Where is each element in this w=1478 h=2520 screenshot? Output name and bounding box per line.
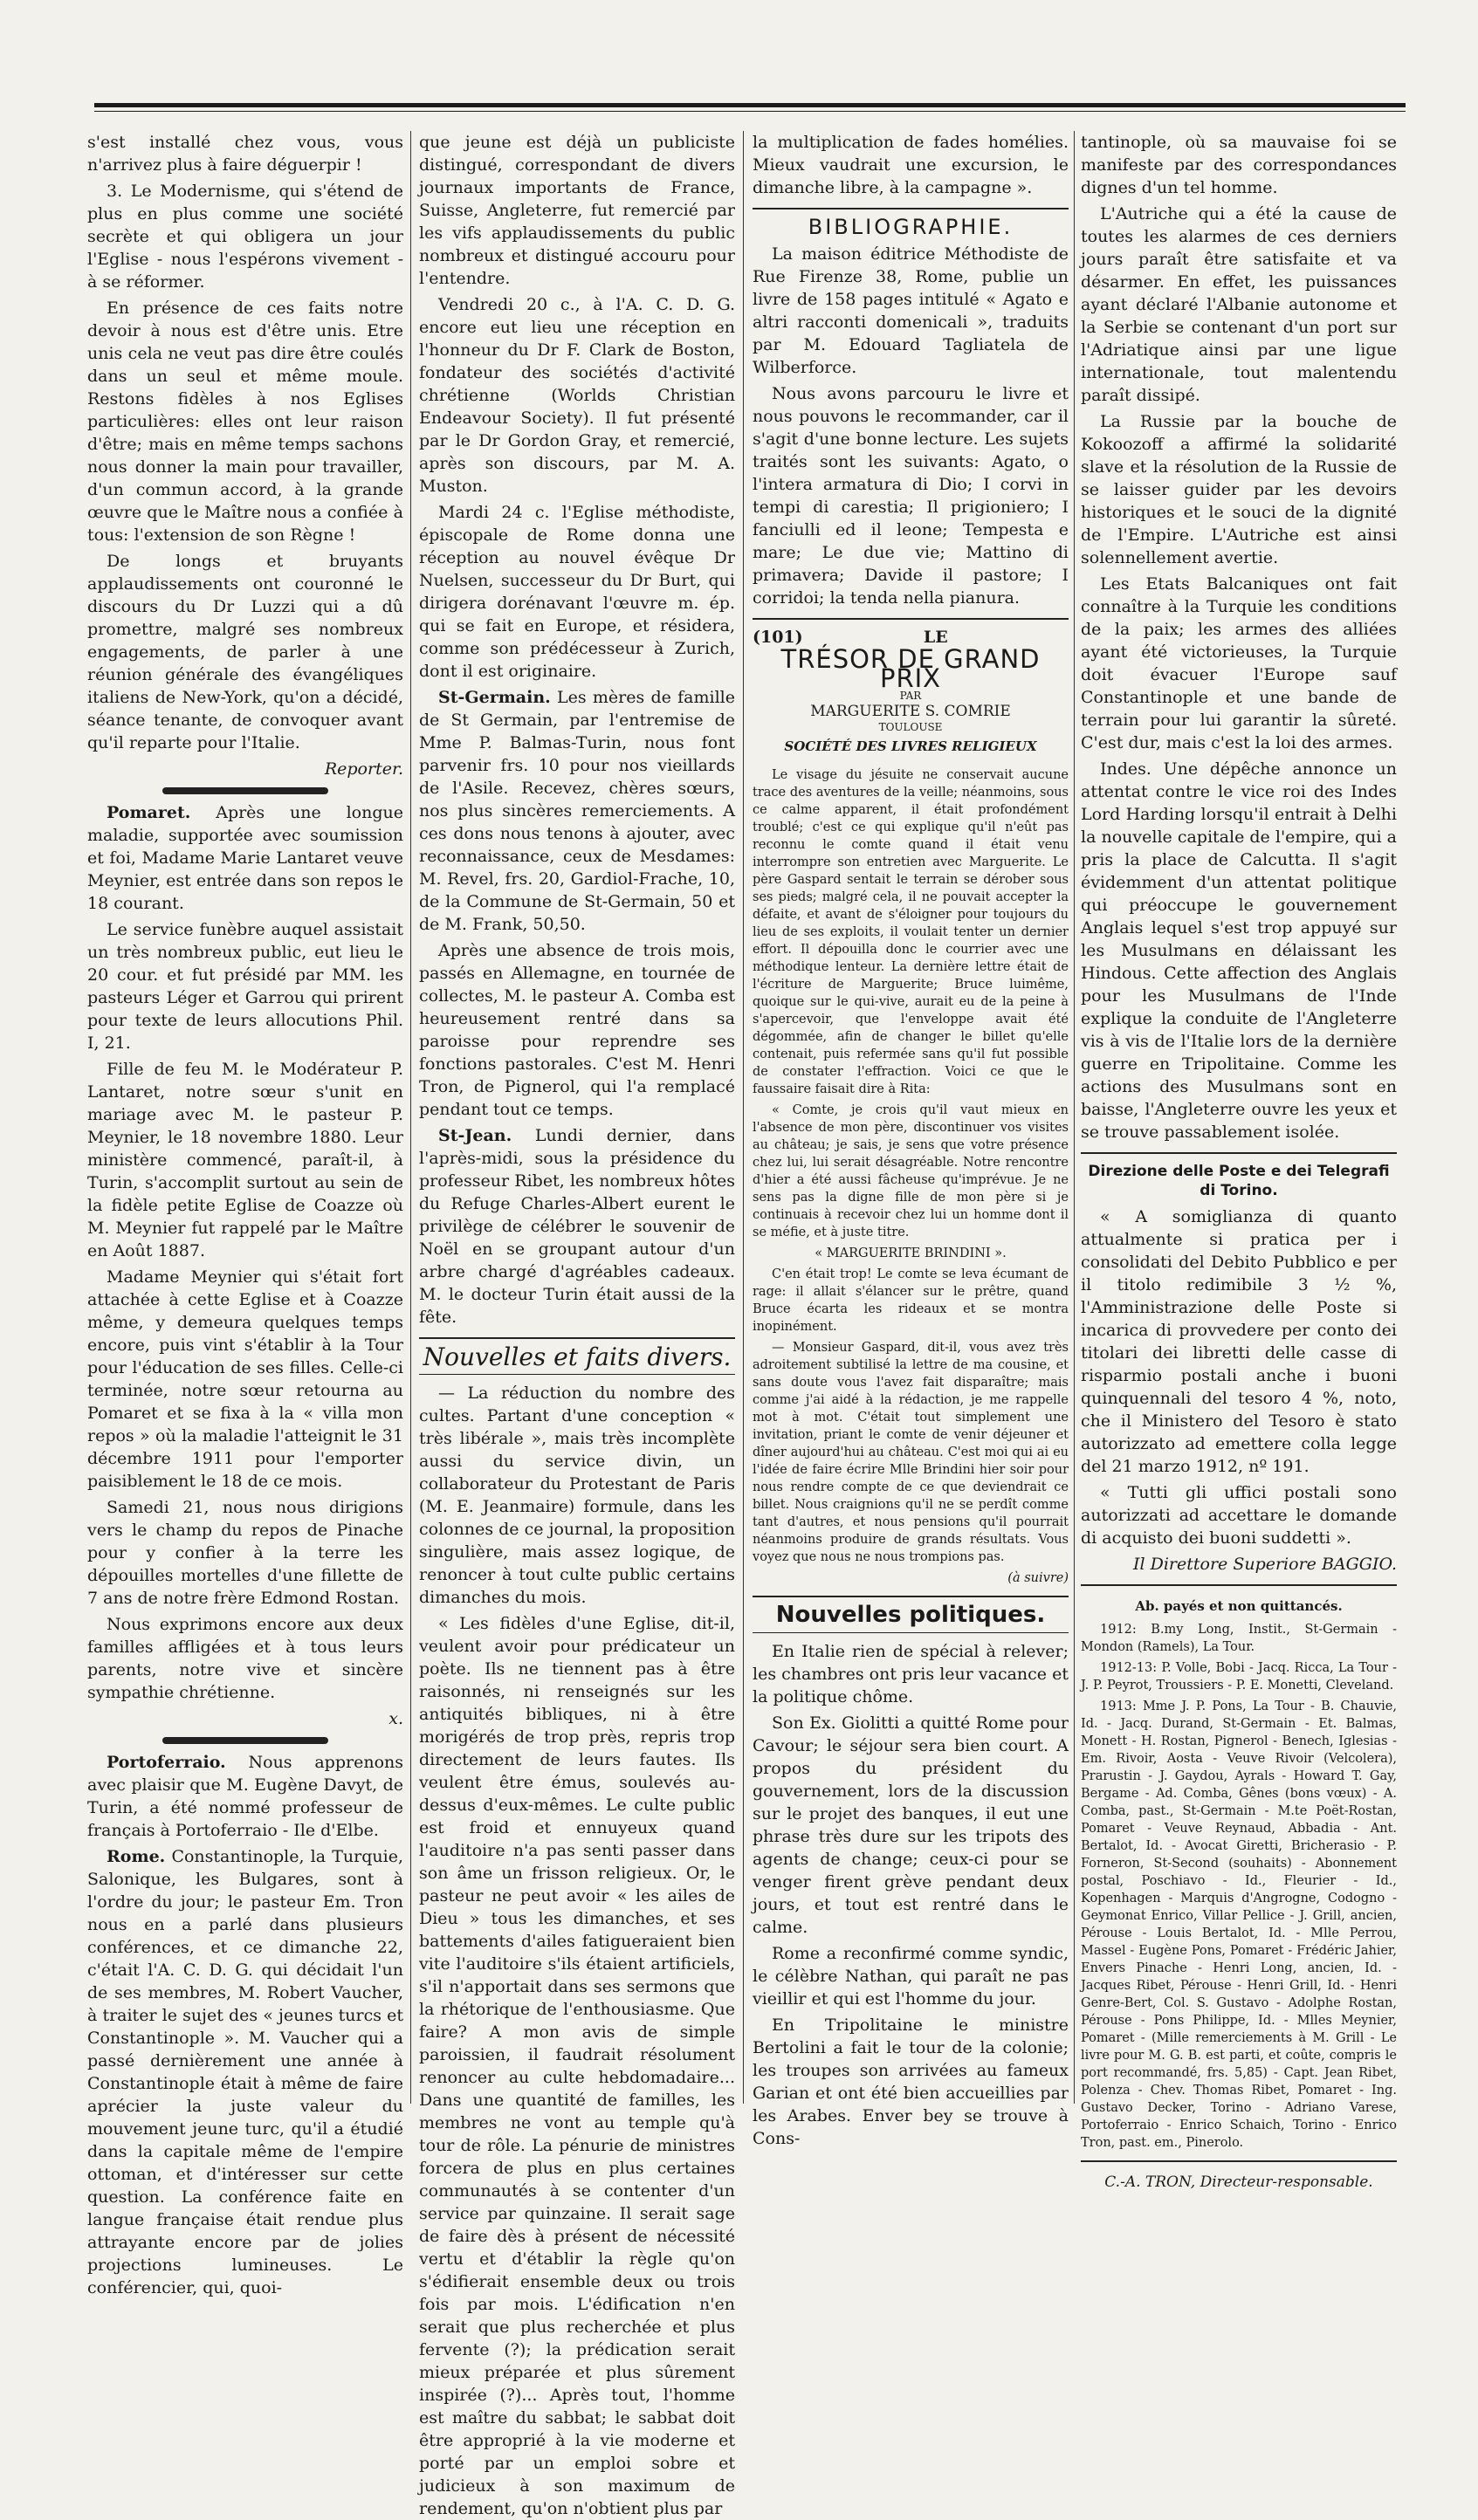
paragraph: — Monsieur Gaspard, dit-il, vous avez très adroitement subtilisé la lettre de ma cousine, et sans doute vous l'avez fait disparaître; mais comme j'ai aidé à la rédaction, je me rappelle mot à mot. C'était tout simplement une invitation, priant le comte de venir déjeuner et dîner aujourd'hui au château. C'est moi qui ai eu l'idée de faire écrire Mlle Brindini hier soir pour nous rendre compte de ce que deviendrait ce billet. Nous craignions qu'il ne se perdît comme tant d'autres, et nous pensions qu'il pourrait néanmoins produire de grands résultats. Vous voyez que nous ne nous trompions pas.: [753, 1341, 1069, 1564]
paragraph: s'est installé chez vous, vous n'arrivez plus à faire déguerpir !: [87, 133, 403, 175]
paragraph: la multiplication de fades homélies. Mieux vaudrait une excursion, le dimanche libre, à la campagne ».: [753, 133, 1069, 197]
feuilleton-par: PAR: [899, 690, 922, 702]
paragraph: Les mères de famille de St Germain, par l'entremise de Mme P. Balmas-Turin, nous font parvenir frs. 10 pour nos vieillards de l'Asile. Recevez, chères sœurs, nos plus sincères remerciements. A ces dons nous tenons à ajouter, avec reconnaissance, ceux de Mesdames: M. Revel, frs. 20, Gardiol-Frache, 10, de la Commune de St-Germain, 50 et de M. Frank, 50,50.: [419, 688, 736, 934]
section-rule: [419, 1337, 735, 1339]
separator: [162, 1737, 328, 1744]
section-rule: [753, 1596, 1069, 1597]
editor-signature: C.-A. TRON, Directeur-responsable.: [1104, 2173, 1373, 2191]
column-1: [87, 131, 404, 2297]
subscriber-list: 1912: B.my Long, Instit., St-Germain - Mondon (Ramels), La Tour.: [1081, 1623, 1397, 1654]
column-divider: [1074, 131, 1075, 2104]
section-title: Nouvelles et faits divers.: [423, 1342, 732, 1371]
paragraph: Samedi 21, nous nous dirigions vers le champ du repos de Pinache pour y confier à la terre les dépouilles mortelles d'une fillette de 7 ans de notre frère Edmond Rostan.: [87, 1498, 403, 1608]
paragraph: En Tripolitaine le ministre Bertolini a fait le tour de la colonie; les troupes son arrivées au fameux Garian et ont été bien accueillies par les Arabes. Enver bey se trouve à Cons-: [753, 2015, 1069, 2148]
column-divider: [743, 131, 744, 2104]
section-rule: [1081, 1152, 1397, 1154]
paragraph: Nous avons parcouru le livre et nous pouvons le recommander, car il s'agit d'une bonne lecture. Les sujets traités sont les suivants: Agato, o l'intera armatura di Dio; I corvi in tempi di carestia; Il prigioniero; I fanciulli ed il leone; Tempesta e mare; Le due vie; Mattino di primavera; Davide il pastore; I corridoi; la tenda nella pianura.: [753, 383, 1069, 608]
paragraph: Après une longue maladie, supportée avec soumission et foi, Madame Marie Lantaret veuve Meynier, est entrée dans son repos le 18 courant.: [87, 803, 403, 913]
news-place-label: Rome.: [107, 1847, 166, 1866]
section-rule: [1081, 1584, 1397, 1586]
paragraph: Les Etats Balcaniques ont fait connaître à la Turquie les conditions de la paix; les armes des alliées ayant été victorieuses, la Turquie doit évacuer l'Europe sauf Constantinople et une bande de terrain pour lui garantir la sûreté. C'est dur, mais c'est la loi des armes.: [1081, 574, 1397, 752]
paragraph: « Comte, je crois qu'il vaut mieux en l'absence de mon père, discontinuer vos visites au château; je sais, je sens que votre présence chez lui, lui serait désagréable. Notre rencontre d'hier a été aussi fâcheuse qu'imprévue. Je ne sens pas la digne fille de mon père si je continuais à recevoir chez lui un homme dont il se méfie, et à juste titre.: [753, 1103, 1069, 1239]
section-rule: [753, 1632, 1069, 1633]
paragraph: Nous exprimons encore aux deux familles affligées et à tous leurs parents, notre vive et sincère sympathie chrétienne.: [87, 1615, 403, 1702]
section-title: Nouvelles politiques.: [775, 1602, 1046, 1628]
paragraph: La maison éditrice Méthodiste de Rue Firenze 38, Rome, publie un livre de 158 pages intitulé « Agato e altri racconti domenicali », traduits par M. Edouard Tagliatela de Wilberforce.: [753, 244, 1069, 377]
paragraph: En Italie rien de spécial à relever; les chambres ont pris leur vacance et la politique chôme.: [753, 1641, 1069, 1706]
paragraph: « A somiglianza di quanto attualmente si pratica per i consolidati del Debito Pubblico e per il titolo redimibile 3 ½ %, l'Amministrazione delle Poste si incarica di provvedere per conto dei titolari dei libretti delle casse di risparmio postali anche i buoni quinquennali del tesoro 4 %, noto, che il Ministero del Tesoro è stato autorizzato ad emettere colla legge del 21 marzo 1912, nº 191.: [1081, 1207, 1397, 1476]
section-rule: [753, 208, 1069, 209]
paragraph: De longs et bruyants applaudissements ont couronné le discours du Dr Luzzi qui a dû promettre, malgré ses nombreux engagements, de parler à une réunion générale des évangéliques italiens de New-York, qu'on a décidé, séance tenante, de convoquer avant qu'il reparte pour l'Italie.: [87, 552, 403, 752]
column-2: [419, 131, 736, 2518]
feuilleton-title: TRÉSOR DE GRAND PRIX: [780, 644, 1041, 693]
paragraph: L'Autriche qui a été la cause de toutes les alarmes de ces derniers jours paraît être satisfaite et va désarmer. En effet, les puissances ayant déclaré l'Albanie autonome et la Serbie se contenant d'un port sur l'Adriatique ainsi par une ligue internationale, tout malentendu paraît dissipé.: [1081, 204, 1397, 405]
news-place-label: Portoferraio.: [107, 1753, 226, 1772]
paragraph: Indes. Une dépêche annonce un attentat contre le vice roi des Indes Lord Harding lorsqu'il entrait à Delhi la nouvelle capitale de l'empire, qui a pris la place de Calcutta. Il s'agit évidemment d'un attentat politique qui préoccupe le gouvernement Anglais lequel s'est trop appuyé sur les Musulmans en délaissant les Hindous. Cette affection des Anglais pour les Musulmans de l'Inde explique la conduite de l'Angleterre vis à vis de l'Italie lors de la dernière guerre en Tripolitaine. Comme les actions des Musulmans sont en baisse, l'Angleterre ouvre les yeux et se trouve passablement isolée.: [1081, 759, 1397, 1142]
paragraph: Rome a reconfirmé comme syndic, le célèbre Nathan, qui paraît ne pas vieillir et qui est l'homme du jour.: [753, 1943, 1069, 2008]
signature: Reporter.: [324, 759, 403, 779]
paragraph: — La réduction du nombre des cultes. Partant d'une conception « très libérale », mais très incomplète aussi du service divin, un collaborateur du Protestant de Paris (M. E. Jeanmaire) formule, dans les colonnes de ce journal, la proposition singulière, mais assez logique, de renoncer à tout culte public certains dimanches du mois.: [419, 1383, 735, 1607]
column-3: [753, 131, 1069, 2148]
paragraph: Lundi dernier, dans l'après-midi, sous la présidence du professeur Ribet, les nombreux hôtes du Refuge Charles-Albert eurent le privilège de célébrer le souvenir de Noël en se groupant autour d'un arbre chargé d'agréables cadeaux. M. le docteur Turin était aussi de la fête.: [419, 1126, 735, 1327]
paragraph: C'en était trop! Le comte se leva écumant de rage: il allait s'élancer sur le prêtre, quand Bruce écarta les rideaux et se montra inopinément.: [753, 1267, 1069, 1334]
feuilleton-city: TOULOUSE: [878, 721, 943, 733]
paragraph: tantinople, où sa mauvaise foi se manifeste par des correspondances dignes d'un tel homme.: [1081, 133, 1397, 197]
feuilleton-society: SOCIÉTÉ DES LIVRES RELIGIEUX: [784, 738, 1037, 754]
paragraph: Nous apprenons avec plaisir que M. Eugène Davyt, de Turin, a été nommé professeur de français à Portoferraio - Ile d'Elbe.: [87, 1753, 403, 1840]
news-place-label: St-Jean.: [438, 1126, 512, 1145]
paragraph: Le visage du jésuite ne conservait aucune trace des aventures de la veille; néanmoins, sous ce calme apparent, il était profondément troublé; c'est ce qui explique qu'il n'eût pas reconnu le comte quand il était venu interrompre son entretien avec Marguerite. Le père Gaspard sentait le terrain se dérober sous ses pieds; malgré cela, il ne pouvait accepter la défaite, et avant de s'éloigner pour toujours du lieu de ses exploits, il voulait tenter un dernier effort. Il dépouilla donc le courrier avec une méthodique lenteur. La dernière lettre était de l'écriture de Marguerite; Bruce luimême, quoique sur le qui-vive, aurait eu de la peine à s'apercevoir, que l'enveloppe avait été dégommée, afin de changer le billet qu'elle contenait, puis refermée sans qu'il fut possible de constater l'effraction. Voici ce que le faussaire faisait dire à Rita:: [753, 768, 1069, 1096]
paragraph: Fille de feu M. le Modérateur P. Lantaret, notre sœur s'unit en mariage avec M. le pasteur P. Meynier, le 18 novembre 1880. Leur ministère commencé, paraît-il, à Turin, s'accomplit surtout au sein de la fidèle petite Eglise de Coazze où M. Meynier fut rappelé par le Maître en Août 1887.: [87, 1060, 403, 1260]
paragraph: Madame Meynier qui s'était fort attachée à cette Eglise et à Coazze même, y demeura quelques temps encore, puis vint s'établir à la Tour pour l'éducation de ses filles. Celle-ci terminée, notre sœur retourna au Pomaret et se fixa à la « villa mon repos » où la maladie l'atteignit le 31 décembre 1911 pour l'emporter paisiblement le 18 de ce mois.: [87, 1267, 403, 1491]
paragraph: 3. Le Modernisme, qui s'étend de plus en plus comme une société secrète et qui obligera un jour l'Eglise - nous l'espérons vivement - à se réformer.: [87, 182, 403, 292]
paragraph: En présence de ces faits notre devoir à nous est d'être unis. Etre unis cela ne veut pas dire être coulés dans un seul et même moule. Restons fidèles à nos Eglises particulières: elles ont leur raison d'être; mais en même temps sachons nous donner la main pour travailler, d'un commun accord, à la grande œuvre que le Maître nous a confiée à tous: l'extension de son Règne !: [87, 299, 403, 545]
to-be-continued: (à suivre): [1007, 1571, 1069, 1585]
feuilleton-article: LE: [923, 627, 948, 647]
column-divider: [410, 131, 411, 2104]
paragraph: Vendredi 20 c., à l'A. C. D. G. encore eut lieu une réception en l'honneur du Dr F. Clark de Boston, fondateur des sociétés d'activité chrétienne (Worlds Christian Endeavour Society). Il fut présenté par le Dr Gordon Gray, et remercié, après son discours, par M. A. Muston.: [419, 295, 735, 496]
paragraph: Le service funèbre auquel assistait un très nombreux public, eut lieu le 20 cour. et fut présidé par MM. les pasteurs Léger et Garrou qui prirent pour texte de leurs allocutions Phil. I, 21.: [87, 920, 403, 1053]
feuilleton-author: MARGUERITE S. COMRIE: [810, 703, 1011, 720]
section-rule: [1081, 2160, 1397, 2162]
signature: Il Direttore Superiore BAGGIO.: [1132, 1555, 1397, 1574]
section-rule: [753, 618, 1069, 620]
feuilleton-number: (101): [753, 627, 803, 647]
letter-signature: « MARGUERITE BRINDINI ».: [815, 1246, 1007, 1260]
paragraph: Son Ex. Giolitti a quitté Rome pour Cavour; le séjour sera bien court. A propos du président du gouvernement, lors de la discussion sur le projet des banques, il eut une phrase très dure sur les tripots des agents de change; ceux-ci pour se venger firent grève pendant deux jours, et tout est rentré dans le calme.: [753, 1713, 1069, 1937]
list-title: Ab. payés et non quittancés.: [1135, 1598, 1343, 1614]
signature: x.: [388, 1709, 403, 1728]
column-4: [1081, 131, 1397, 2191]
subscriber-list: 1912-13: P. Volle, Bobi - Jacq. Ricca, La Tour - J. P. Peyrot, Troussiers - P. E. Monetti, Cleveland.: [1081, 1661, 1397, 1693]
paragraph: « Tutti gli uffici postali sono autorizzati ad accettare le domande di acquisto dei buoni suddetti ».: [1081, 1483, 1397, 1548]
top-rule-thin: [94, 111, 1406, 112]
news-place-label: St-Germain.: [438, 688, 551, 707]
top-rule: [94, 103, 1406, 107]
paragraph: Après une absence de trois mois, passés en Allemagne, en tournée de collectes, M. le pasteur A. Comba est heureusement rentré dans sa paroisse pour reprendre ses fonctions pastorales. C'est M. Henri Tron, de Pignerol, qui l'a remplacé pendant tout ce temps.: [419, 941, 735, 1119]
separator: [162, 787, 328, 794]
paragraph: Mardi 24 c. l'Eglise méthodiste, épiscopale de Rome donna une réception au nouvel évêque Dr Nuelsen, successeur du Dr Burt, qui dirigera dorénavant l'œuvre m. ép. qui se fait en Europe, et résidera, comme son prédécesseur à Zurich, dont il est originaire.: [419, 503, 735, 681]
paragraph: La Russie par la bouche de Kokoozoff a affirmé la solidarité slave et la résolution de la Russie de se laisser guider par les devoirs historiques et le souci de la dignité de l'Empire. L'Autriche est ainsi solennellement avertie.: [1081, 412, 1397, 567]
section-rule: [419, 1374, 735, 1375]
paragraph: que jeune est déjà un publiciste distingué, correspondant de divers journaux importants de France, Suisse, Angleterre, fut remercié par les vifs applaudissements du public nombreux et distingué accouru pour l'entendre.: [419, 133, 735, 288]
subscriber-list: 1913: Mme J. P. Pons, La Tour - B. Chauvie, Id. - Jacq. Durand, St-Germain - Et. Balmas, Monett - H. Rostan, Pignerol - Benech, Iglesias - Em. Rivoir, Aosta - Veuve Rivoir (Velcolera), Prarustin - J. Gaydou, Ayrals - Howard T. Gay, Bergame - Ad. Comba, Gênes (bons vœux) - A. Comba, past., St-Germain - M.te Poët-Rostan, Pomaret - Veuve Reynaud, Abbadia - Ant. Bertalot, Id. - Avocat Giretti, Bricherasio - P. Forneron, St-Second (souhaits) - Abonnement postal, Poschiavo - Id., Fleurier - Id., Kopenhagen - Marquis d'Angrogne, Codogno - Geymonat Enrico, Villar Pellice - J. Grill, ancien, Pérouse - Louis Bertalot, Id. - Mlle Perrou, Massel - Eugène Pons, Pomaret - Frédéric Jahier, Envers Pinache - Henri Long, ancien, Id. - Jacques Ribet, Pérouse - Henri Grill, Id. - Henri Genre-Bert, Col. S. Gustavo - Adolphe Rostan, Pérouse - Pons Philippe, Id. - Mlles Meynier, Pomaret - (Mille remerciements à M. Grill - Le livre pour M. G. B. est parti, et coûte, compris le port recommandé, frs. 5,85) - Capt. Jean Ribet, Polenza - Chev. Thomas Ribet, Pomaret - Ing. Gustavo Decker, Torino - Adriano Varese, Portoferraio - Enrico Schaich, Torino - Enrico Tron, past. em., Pinerolo.: [1081, 1699, 1397, 2150]
news-place-label: Pomaret.: [107, 803, 191, 822]
section-title: BIBLIOGRAPHIE.: [808, 215, 1014, 239]
section-title: Direzione delle Poste e dei Telegrafi di Torino.: [1088, 1163, 1390, 1199]
paragraph: Constantinople, la Turquie, Salonique, les Bulgares, sont à l'ordre du jour; le pasteur Em. Tron nous en a parlé dans plusieurs conférences, et ce dimanche 22, c'était l'A. C. D. G. qui décidait l'un de ses membres, M. Robert Vaucher, à traiter le sujet des « jeunes turcs et Constantinople ». M. Vaucher qui a passé dernièrement une année à Constantinople était à même de faire aprécier la juste valeur du mouvement jeune turc, qu'il a étudié dans la capitale même de l'empire ottoman, et d'intéresser sur cette question. La conférence faite en langue française était rendue plus attrayante encore par de jolies projections lumineuses. Le conférencier, qui, quoi-: [87, 1847, 404, 2297]
paragraph: « Les fidèles d'une Eglise, dit-il, veulent avoir pour prédicateur un poète. Ils ne tiennent pas à être raisonnés, ni renseignés sur les antiquités bibliques, ni à être morigérés de trop près, repris trop directement de leurs fautes. Ils veulent être émus, soulevés au-dessus d'eux-mêmes. Le culte public est froid et ennuyeux quand l'auditoire n'a pas senti passer dans son âme un frisson religieux. Or, le pasteur ne peut avoir « les ailes de Dieu » tous les dimanches, et ses battements d'ailes fatigueraient bien vite l'auditoire s'ils étaient artificiels, s'il n'apportait dans ses sermons que la rhétorique de l'enthousiasme. Que faire? A mon avis de simple paroissien, il faudrait résolument renoncer au culte hebdomadaire... Dans une quantité de familles, les membres ne vont au temple qu'à tour de rôle. La pénurie de ministres forcera de plus en plus certaines communautés à se contenter d'un service par quinzaine. Il serait sage de faire dès à présent de nécessité vertu et d'établir la règle qu'on s'édifierait ensemble deux ou trois fois par mois. L'édification n'en serait que plus recherchée et plus fervente (?); la prédication serait mieux préparée et plus sûrement inspirée (?)... Après tout, l'homme est maître du sabbat; le sabbat doit être approprié à la vie moderne et porté par un emploi sobre et judicieux à son maximum de rendement, qu'on n'obtient plus par: [419, 1613, 735, 2518]
